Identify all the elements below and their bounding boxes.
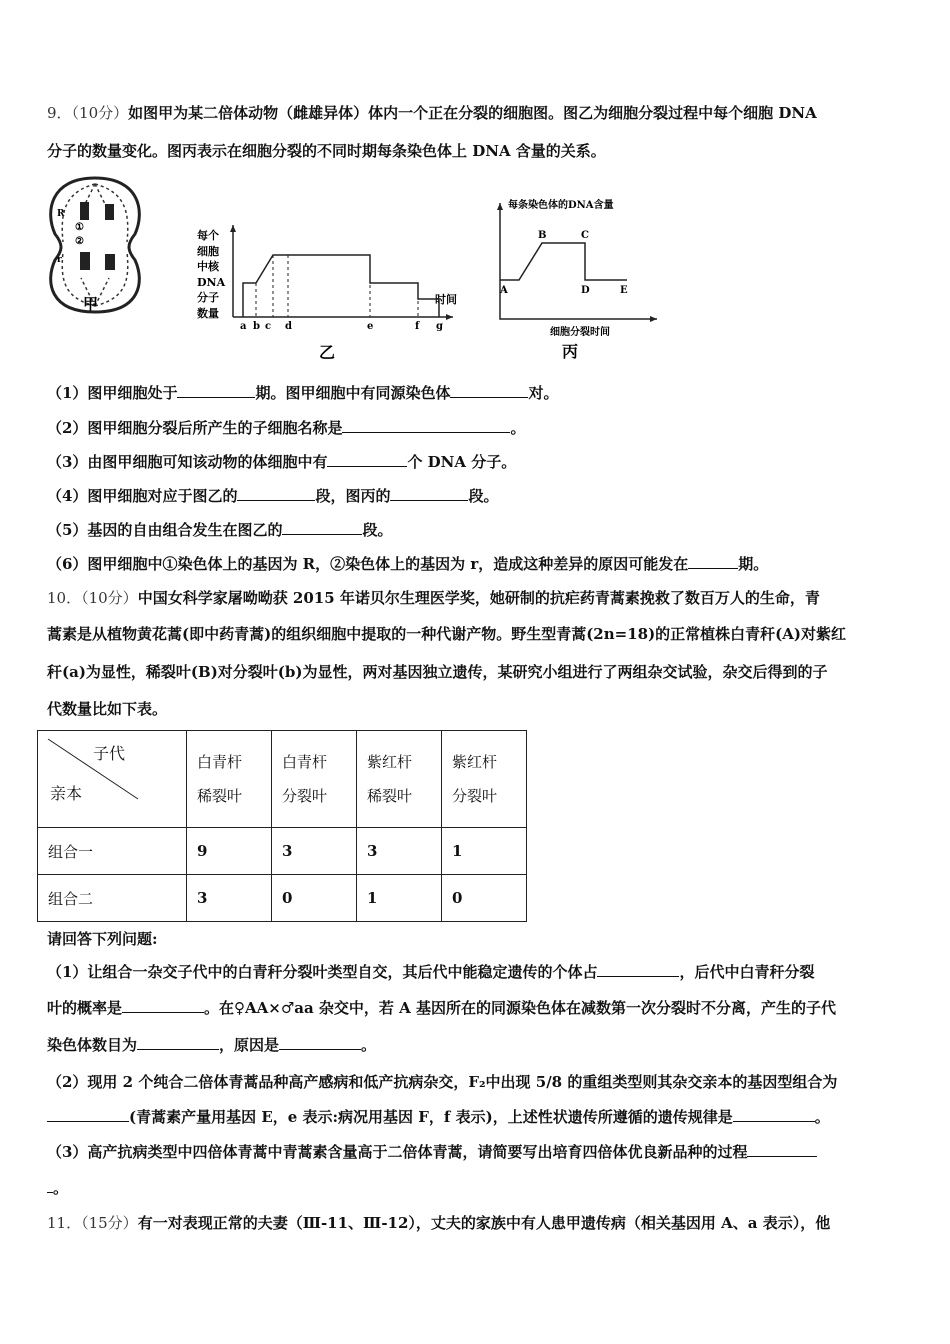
question-score: （10分） bbox=[71, 104, 129, 122]
point-label: B bbox=[538, 230, 547, 241]
text: （4）图甲细胞对应于图乙的 bbox=[47, 487, 238, 505]
text: 叶的概率是 bbox=[47, 999, 123, 1017]
text: （5）基因的自由组合发生在图乙的 bbox=[47, 521, 283, 539]
corner-header-parent: 亲本 bbox=[50, 784, 83, 803]
figure-yi bbox=[195, 225, 465, 365]
x-tick: e bbox=[367, 321, 374, 332]
answer-blank[interactable] bbox=[177, 383, 255, 398]
answer-blank[interactable] bbox=[282, 520, 362, 535]
text: 紫红杆 bbox=[452, 753, 498, 771]
q9-sub1 bbox=[47, 382, 558, 403]
offspring-table bbox=[37, 730, 527, 922]
q10-prompt: 请回答下列问题: bbox=[47, 930, 158, 948]
q9-line2: 分子的数量变化。图丙表示在细胞分裂的不同时期每条染色体上 DNA 含量的关系。 bbox=[47, 142, 606, 160]
answer-blank[interactable] bbox=[688, 554, 738, 569]
xlabel: 细胞分裂时间 bbox=[550, 327, 610, 338]
text: 。 bbox=[814, 1108, 830, 1126]
x-tick: a bbox=[240, 321, 247, 332]
text: 。 bbox=[361, 1036, 377, 1054]
text: 期。图甲细胞中有同源染色体 bbox=[255, 384, 451, 402]
text: 段，图丙的 bbox=[315, 487, 391, 505]
text: 。 bbox=[510, 419, 526, 437]
ylabel-line: 细胞 bbox=[197, 245, 219, 258]
row-label: 组合二 bbox=[38, 875, 187, 922]
answer-blank[interactable] bbox=[237, 486, 315, 501]
gene-label-r: r bbox=[57, 255, 62, 265]
text: 个 DNA 分子。 bbox=[407, 453, 517, 471]
table-cell: 3 bbox=[357, 828, 442, 875]
column-header bbox=[442, 731, 527, 828]
text: ，后代中白青秆分裂 bbox=[679, 963, 815, 981]
q9-sub5 bbox=[47, 519, 392, 540]
q11-line1 bbox=[47, 1212, 830, 1233]
q10-sub2-line2 bbox=[47, 1106, 830, 1127]
table-cell: 9 bbox=[187, 828, 272, 875]
table-cell: 0 bbox=[442, 875, 527, 922]
text: 分裂叶 bbox=[282, 787, 328, 805]
ylabel-line: 每个 bbox=[197, 229, 219, 242]
chromosome-1-label: ① bbox=[75, 222, 84, 233]
question-score: （15分） bbox=[81, 1214, 138, 1232]
q9-text: 如图甲为某二倍体动物（雌雄异体）体内一个正在分裂的细胞图。图乙为细胞分裂过程中每个细胞 DNA bbox=[128, 104, 817, 122]
text: 段。 bbox=[362, 521, 393, 539]
x-tick: b bbox=[253, 321, 260, 332]
gene-label-R: R bbox=[57, 209, 65, 219]
answer-blank[interactable] bbox=[122, 998, 204, 1013]
q10-sub3-line1 bbox=[47, 1141, 817, 1162]
x-tick: f bbox=[415, 321, 420, 332]
table-row bbox=[38, 875, 527, 922]
text: 。 bbox=[53, 1179, 69, 1197]
q11-text: 有一对表现正常的夫妻（Ⅲ-11、Ⅲ-12），丈夫的家族中有人患甲遗传病（相关基因用 A、a 表示），他 bbox=[137, 1214, 831, 1232]
ylabel-line: 分子 bbox=[197, 291, 219, 304]
figure-bing bbox=[492, 195, 662, 365]
point-label: A bbox=[500, 285, 508, 296]
text: (青蒿素产量用基因 E，e 表示:病况用基因 F，f 表示)，上述性状遗传所遵循的遗传规律是 bbox=[129, 1108, 733, 1126]
text: 白青杆 bbox=[282, 753, 328, 771]
question-number: 9． bbox=[47, 104, 72, 122]
x-tick: g bbox=[436, 321, 443, 332]
corner-header-offspring: 子代 bbox=[93, 744, 126, 763]
q10-text: 中国女科学家屠呦呦获 2015 年诺贝尔生理医学奖，她研制的抗疟药青蒿素挽救了数百万人的生命，青 bbox=[137, 589, 820, 607]
q10-sub1-line2 bbox=[47, 997, 836, 1018]
q9-sub2 bbox=[47, 417, 525, 438]
ylabel-line: 中核 bbox=[197, 260, 219, 273]
row-label: 组合一 bbox=[38, 828, 187, 875]
point-label: D bbox=[581, 285, 590, 296]
answer-blank[interactable] bbox=[327, 452, 407, 467]
column-header bbox=[357, 731, 442, 828]
figure-caption-jia: 甲 bbox=[83, 295, 99, 313]
ylabel-line: DNA bbox=[197, 276, 226, 289]
q9-sub6 bbox=[47, 553, 768, 574]
ylabel: 每条染色体的DNA含量 bbox=[508, 200, 614, 211]
text: ，原因是 bbox=[219, 1036, 280, 1054]
text: 期。 bbox=[738, 555, 769, 573]
xlabel: 时间 bbox=[435, 293, 457, 306]
x-tick: c bbox=[265, 321, 272, 332]
q9-sub3 bbox=[47, 451, 516, 472]
text: 染色体数目为 bbox=[47, 1036, 138, 1054]
q10-line2: 蒿素是从植物黄花蒿(即中药青蒿)的组织细胞中提取的一种代谢产物。野生型青蒿(2n=18)的正常植株白青秆(A)对紫红 bbox=[47, 625, 847, 643]
answer-blank[interactable] bbox=[597, 962, 679, 977]
table-row bbox=[38, 828, 527, 875]
q10-line3: 秆(a)为显性，稀裂叶(B)对分裂叶(b)为显性，两对基因独立遗传，某研究小组进行了两组杂交试验，杂交后得到的子 bbox=[47, 663, 828, 681]
answer-blank[interactable] bbox=[390, 486, 468, 501]
answer-blank[interactable] bbox=[450, 383, 528, 398]
q10-sub3-line2 bbox=[47, 1177, 68, 1198]
q10-line4: 代数量比如下表。 bbox=[47, 700, 168, 718]
text: （1）让组合一杂交子代中的白青秆分裂叶类型自交，其后代中能稳定遗传的个体占 bbox=[47, 963, 598, 981]
answer-blank[interactable] bbox=[733, 1107, 815, 1122]
text: （2）图甲细胞分裂后所产生的子细胞名称是 bbox=[47, 419, 343, 437]
table-cell: 3 bbox=[272, 828, 357, 875]
answer-blank[interactable] bbox=[279, 1035, 361, 1050]
table-cell: 3 bbox=[187, 875, 272, 922]
q9-line1 bbox=[47, 102, 817, 123]
question-number: 10． bbox=[47, 589, 82, 607]
text: 稀裂叶 bbox=[197, 787, 243, 805]
text: 白青杆 bbox=[197, 753, 243, 771]
ylabel-line: 数量 bbox=[197, 307, 219, 320]
table-cell: 0 bbox=[272, 875, 357, 922]
text: 。在♀AA×♂aa 杂交中，若 A 基因所在的同源染色体在减数第一次分裂时不分离，产生的子代 bbox=[204, 999, 837, 1017]
figure-caption-bing: 丙 bbox=[562, 342, 579, 361]
figure-caption-yi: 乙 bbox=[319, 343, 336, 362]
q9-sub4 bbox=[47, 485, 498, 506]
x-tick: d bbox=[285, 321, 292, 332]
q10-sub1-line1 bbox=[47, 961, 814, 982]
figure-jia bbox=[45, 172, 145, 322]
text: （3）高产抗病类型中四倍体青蒿中青蒿素含量高于二倍体青蒿，请简要写出培育四倍体优良新品种的过程 bbox=[47, 1143, 748, 1161]
answer-blank[interactable] bbox=[47, 1107, 129, 1122]
question-score: （10分） bbox=[81, 589, 138, 607]
text: 分裂叶 bbox=[452, 787, 498, 805]
table-cell: 1 bbox=[357, 875, 442, 922]
text: 对。 bbox=[528, 384, 559, 402]
point-label: E bbox=[620, 285, 628, 296]
question-number: 11． bbox=[47, 1214, 82, 1232]
table-corner-cell bbox=[38, 731, 187, 828]
text: 段。 bbox=[468, 487, 499, 505]
text: （3）由图甲细胞可知该动物的体细胞中有 bbox=[47, 453, 328, 471]
point-label: C bbox=[581, 230, 589, 241]
text: 紫红杆 bbox=[367, 753, 413, 771]
q10-sub2-line1: （2）现用 2 个纯合二倍体青蒿品种高产感病和低产抗病杂交，F₂中出现 5/8 的重组类型则其杂交亲本的基因型组合为 bbox=[47, 1073, 838, 1091]
answer-blank[interactable] bbox=[747, 1142, 817, 1157]
q10-line1 bbox=[47, 587, 820, 608]
answer-blank[interactable] bbox=[342, 418, 510, 433]
answer-blank[interactable] bbox=[137, 1035, 219, 1050]
q10-sub1-line3 bbox=[47, 1034, 376, 1055]
chromosome-2-label: ② bbox=[75, 236, 84, 247]
text: 稀裂叶 bbox=[367, 787, 413, 805]
text: （6）图甲细胞中①染色体上的基因为 R，②染色体上的基因为 r，造成这种差异的原因可能发在 bbox=[47, 555, 689, 573]
text: （1）图甲细胞处于 bbox=[47, 384, 178, 402]
column-header bbox=[272, 731, 357, 828]
column-header bbox=[187, 731, 272, 828]
table-cell: 1 bbox=[442, 828, 527, 875]
